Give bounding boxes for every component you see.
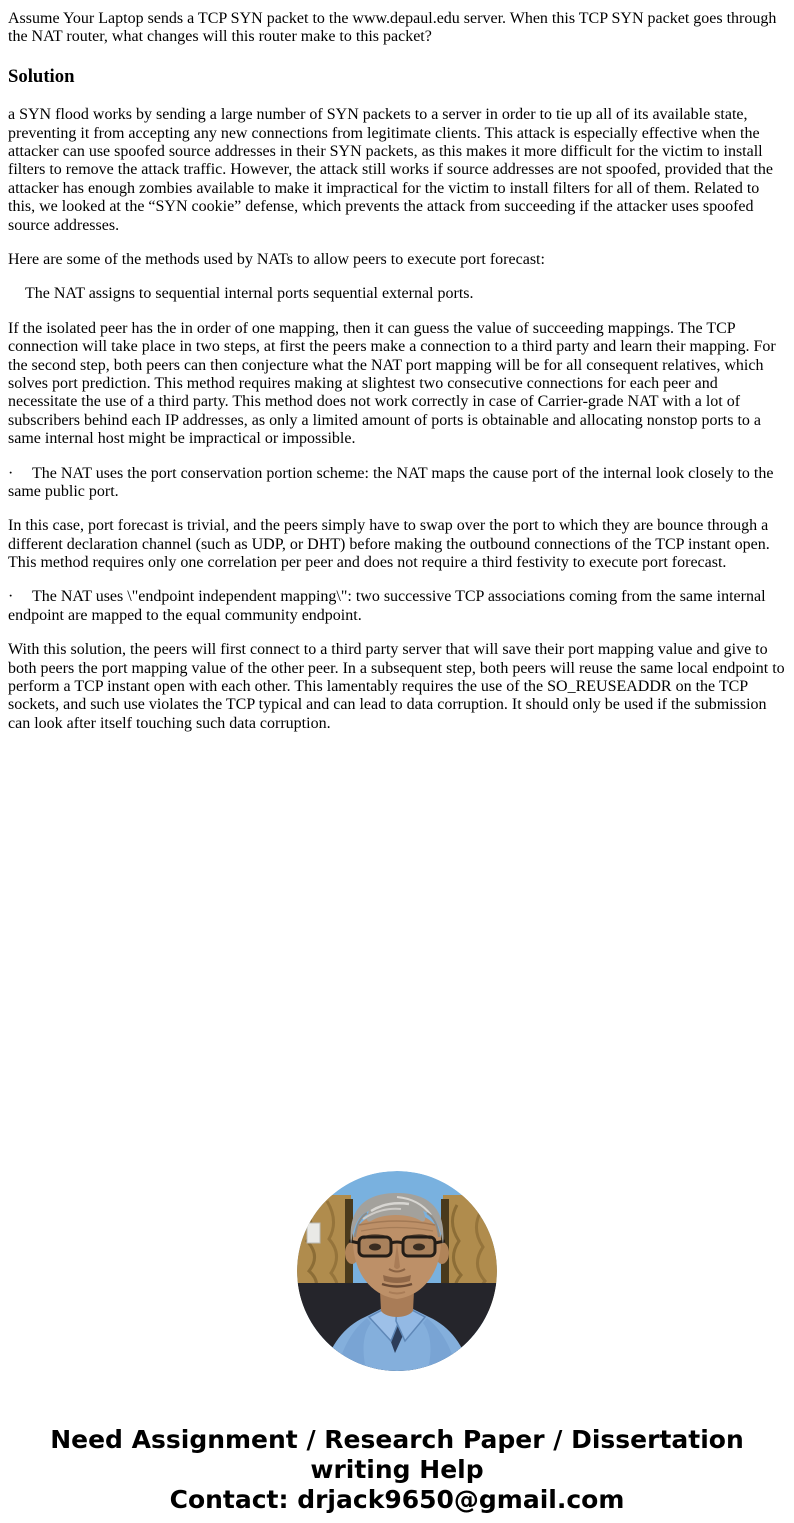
bullet-paragraph-endpoint-mapping: [8, 588, 786, 625]
vertical-spacer: [8, 749, 786, 1171]
paragraph-trivial-forecast: In this case, port forecast is trivial, and the peers simply have to swap over the port to which they are bounce through a different declaration channel (such as UDP, or DHT) before making the outbound connections of the TCP instant open. This method requires only one correlation per peer and does not require a third festivity to execute port forecast.: [8, 517, 774, 572]
tutor-headshot-photo-icon: [297, 1171, 497, 1371]
question-paragraph: Assume Your Laptop sends a TCP SYN packet to the www.depaul.edu server. When this TCP SYN packet goes through the NAT router, what changes will this router make to this packet?: [8, 10, 781, 46]
footer-contact-line: Contact: drjack9650@gmail.com: [169, 1485, 625, 1515]
bullet-marker: ·: [8, 464, 14, 482]
paragraph-sequential-ports: The NAT assigns to sequential internal ports sequential external ports.: [25, 285, 474, 303]
bullet-paragraph-port-conservation: [8, 465, 786, 502]
paragraph-methods-intro: Here are some of the methods used by NATs to allow peers to execute port forecast:: [8, 251, 545, 269]
bullet-marker: ·: [8, 588, 14, 606]
paragraph-third-party-server: With this solution, the peers will first connect to a third party server that will save their port mapping value and give to both peers the port mapping value of the other peer. In a subsequent step, both peers will reuse the same local endpoint to perform a TCP instant open with each other. This lamentably requires the use of the SO_REUSEADDR on the TCP sockets, and such use violates the TCP typical and can lead to data corruption. It should only be used if the submission can look after itself touching such data corruption.: [8, 641, 789, 732]
avatar: [297, 1171, 497, 1371]
bullet-text: The NAT uses the port conservation portion scheme: the NAT maps the cause port of the internal look closely to the same public port.: [8, 464, 778, 500]
footer-help-line: Need Assignment / Research Paper / Dissertation writing Help: [50, 1425, 744, 1485]
paragraph-port-prediction: If the isolated peer has the in order of one mapping, then it can guess the value of succeeding mappings. The TCP connection will take place in two steps, at first the peers make a connection to a third party and learn their mapping. For the second step, both peers can then conjecture what the NAT port mapping will be for all consequent relatives, which solves port prediction. This method requires making at slightest two consecutive connections for each peer and necessitate the use of a third party. This method does not work correctly in case of Carrier-grade NAT with a lot of subscribers behind each IP addresses, as only a limited amount of ports is obtainable and allocating nonstop ports to a same internal host might be impractical or impossible.: [8, 319, 780, 448]
paragraph-syn-flood: a SYN flood works by sending a large number of SYN packets to a server in order to tie up all of its available state, preventing it from accepting any new connections from legitimate clients. This attack is especially effective when the attacker can use spoofed source addresses in their SYN packets, as this makes it more difficult for the victim to install filters to remove the attack traffic. However, the attack still works if source addresses are not spoofed, provided that the attacker has enough zombies available to make it impractical for the victim to install filters for all of them. Related to this, we looked at the “SYN cookie” defense, which prevents the attack from succeeding if the attacker uses spoofed source addresses.: [8, 106, 778, 234]
footer-advertisement: [27, 1425, 767, 1515]
solution-heading: Solution: [8, 65, 75, 87]
bullet-text: The NAT uses \"endpoint independent mapping\": two successive TCP associations coming from the same internal endpoint are mapped to the equal community endpoint.: [8, 588, 770, 624]
